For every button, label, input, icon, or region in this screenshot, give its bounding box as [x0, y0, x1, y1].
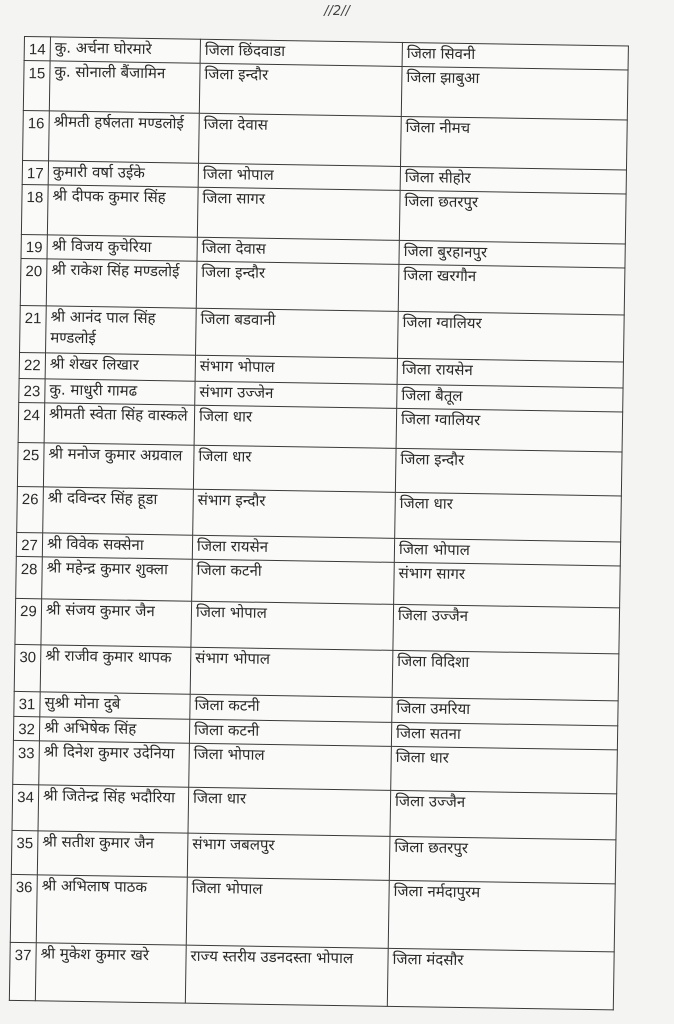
- serial-number-cell: 28: [16, 556, 43, 598]
- current-posting-cell: जिला धार: [188, 787, 391, 836]
- new-posting-cell: जिला भोपाल: [394, 538, 620, 566]
- serial-number-cell: 29: [15, 598, 42, 644]
- new-posting-cell: जिला उज्जैन: [393, 604, 620, 654]
- current-posting-cell: जिला इन्दौर: [196, 261, 399, 311]
- new-posting-cell: जिला ग्वालियर: [397, 311, 624, 362]
- current-posting-cell: संभाग जबलपुर: [187, 833, 390, 880]
- current-posting-cell: जिला कटनी: [192, 559, 395, 604]
- officer-name-cell: श्री अभिलाष पाठक: [36, 875, 187, 945]
- new-posting-cell: जिला छतरपुर: [389, 836, 616, 884]
- officer-name-cell: श्री राजीव कुमार थापक: [40, 645, 191, 694]
- serial-number-cell: 24: [18, 402, 45, 442]
- serial-number-cell: 21: [20, 305, 47, 352]
- officer-name-cell: सुश्री मोना दुबे: [40, 692, 190, 719]
- serial-number-cell: 19: [21, 234, 47, 258]
- current-posting-cell: जिला सागर: [197, 187, 400, 240]
- current-posting-cell: जिला भोपाल: [191, 601, 394, 650]
- officer-name-cell: श्री विवेक सक्सेना: [42, 533, 192, 559]
- current-posting-cell: जिला छिंदवाडा: [200, 39, 402, 66]
- current-posting-cell: जिला रायसेन: [192, 535, 394, 562]
- officer-name-cell: श्री शेखर लिखार: [45, 353, 195, 381]
- officer-name-cell: श्री आनंद पाल सिंह मण्डलोई: [46, 306, 197, 355]
- new-posting-cell: जिला धार: [391, 746, 618, 794]
- serial-number-cell: 36: [10, 874, 37, 942]
- new-posting-cell: जिला रायसेन: [397, 358, 623, 388]
- new-posting-cell: जिला धार: [395, 492, 622, 542]
- new-posting-cell: जिला बैतूल: [397, 384, 623, 412]
- new-posting-cell: जिला खरगौन: [398, 264, 625, 315]
- current-posting-cell: जिला धार: [194, 405, 397, 448]
- serial-number-cell: 22: [19, 352, 45, 378]
- officer-name-cell: श्री राकेश सिंह मण्डलोई: [46, 259, 197, 308]
- new-posting-cell: जिला सीहोर: [400, 166, 626, 194]
- new-posting-cell: जिला सतना: [391, 722, 617, 750]
- officer-name-cell: श्री दीपक कुमार सिंह: [47, 185, 198, 237]
- new-posting-cell: जिला झाबुआ: [401, 66, 628, 120]
- table-row: [9, 942, 614, 1009]
- current-posting-cell: जिला भोपाल: [198, 163, 400, 190]
- current-posting-cell: संभाग भोपाल: [190, 647, 393, 697]
- serial-number-cell: 27: [16, 532, 42, 556]
- officer-name-cell: श्री मनोज कुमार अग्रवाल: [43, 443, 194, 489]
- new-posting-cell: जिला नीमच: [400, 116, 627, 170]
- serial-number-cell: 30: [14, 644, 41, 691]
- officer-name-cell: श्रीमती हर्षलता मण्डलोई: [49, 111, 200, 163]
- serial-number-cell: 15: [23, 61, 50, 111]
- officer-name-cell: श्री सतीश कुमार जैन: [37, 831, 188, 877]
- table-row: [10, 874, 615, 951]
- current-posting-cell: संभाग इन्दौर: [193, 489, 396, 538]
- officer-name-cell: श्री मुकेश कुमार खरे: [35, 943, 186, 1003]
- new-posting-cell: जिला नर्मदापुरम: [388, 880, 615, 952]
- transfer-table-container: [9, 36, 628, 1010]
- current-posting-cell: राज्य स्तरीय उडनदस्ता भोपाल: [185, 945, 388, 1006]
- new-posting-cell: जिला मंदसौर: [387, 948, 614, 1010]
- serial-number-cell: 26: [17, 486, 44, 532]
- officer-name-cell: कु. माधुरी गामढ: [45, 379, 195, 405]
- current-posting-cell: जिला भोपाल: [189, 743, 392, 790]
- current-posting-cell: संभाग भोपाल: [195, 355, 397, 384]
- new-posting-cell: जिला छतरपुर: [399, 190, 626, 244]
- serial-number-cell: 32: [13, 716, 39, 740]
- new-posting-cell: जिला उज्जैन: [390, 790, 617, 840]
- current-posting-cell: जिला देवास: [199, 113, 402, 166]
- serial-number-cell: 23: [19, 378, 45, 402]
- officer-name-cell: श्री अभिषेक सिंह: [39, 717, 189, 743]
- officer-name-cell: श्री विजय कुचेरिया: [47, 235, 197, 261]
- serial-number-cell: 14: [24, 37, 50, 61]
- officer-name-cell: श्री संजय कुमार जैन: [41, 599, 192, 647]
- new-posting-cell: जिला बुरहानपुर: [399, 240, 625, 268]
- serial-number-cell: 17: [22, 160, 48, 184]
- transfer-table: [9, 36, 629, 1010]
- officer-name-cell: कु. अर्चना घोरमारे: [50, 37, 200, 63]
- officer-name-cell: कुमारी वर्षा उईके: [48, 161, 198, 187]
- current-posting-cell: संभाग उज्जेन: [195, 381, 397, 408]
- current-posting-cell: जिला इन्दौर: [199, 63, 402, 116]
- current-posting-cell: जिला कटनी: [189, 719, 391, 746]
- page-number: //2//: [324, 4, 350, 19]
- new-posting-cell: जिला उमरिया: [392, 697, 618, 726]
- officer-name-cell: श्री दविन्दर सिंह हूडा: [43, 487, 194, 535]
- serial-number-cell: 16: [23, 110, 50, 160]
- new-posting-cell: जिला ग्वालियर: [396, 408, 623, 452]
- serial-number-cell: 35: [11, 830, 38, 874]
- current-posting-cell: जिला देवास: [197, 237, 399, 264]
- new-posting-cell: जिला सिवनी: [402, 42, 628, 70]
- new-posting-cell: जिला विदिशा: [392, 650, 619, 701]
- officer-name-cell: श्री दिनेश कुमार उदेनिया: [39, 741, 190, 787]
- serial-number-cell: 37: [9, 942, 36, 1000]
- current-posting-cell: जिला भोपाल: [186, 877, 389, 948]
- serial-number-cell: 20: [20, 258, 47, 305]
- officer-name-cell: श्रीमती स्वेता सिंह वास्कले: [44, 403, 195, 445]
- new-posting-cell: जिला इन्दौर: [395, 448, 622, 496]
- serial-number-cell: 25: [17, 442, 44, 486]
- officer-name-cell: श्री जितेन्द्र सिंह भदौरिया: [38, 785, 189, 833]
- officer-name-cell: कु. सोनाली बैंजामिन: [49, 61, 200, 113]
- serial-number-cell: 34: [12, 784, 39, 830]
- new-posting-cell: संभाग सागर: [394, 562, 621, 608]
- current-posting-cell: जिला धार: [193, 445, 396, 492]
- transfer-table-body: [9, 37, 628, 1010]
- officer-name-cell: श्री महेन्द्र कुमार शुक्ला: [42, 557, 193, 601]
- serial-number-cell: 33: [13, 740, 40, 784]
- serial-number-cell: 18: [21, 184, 48, 234]
- serial-number-cell: 31: [14, 691, 40, 716]
- current-posting-cell: जिला बडवानी: [196, 308, 399, 358]
- current-posting-cell: जिला कटनी: [190, 694, 392, 722]
